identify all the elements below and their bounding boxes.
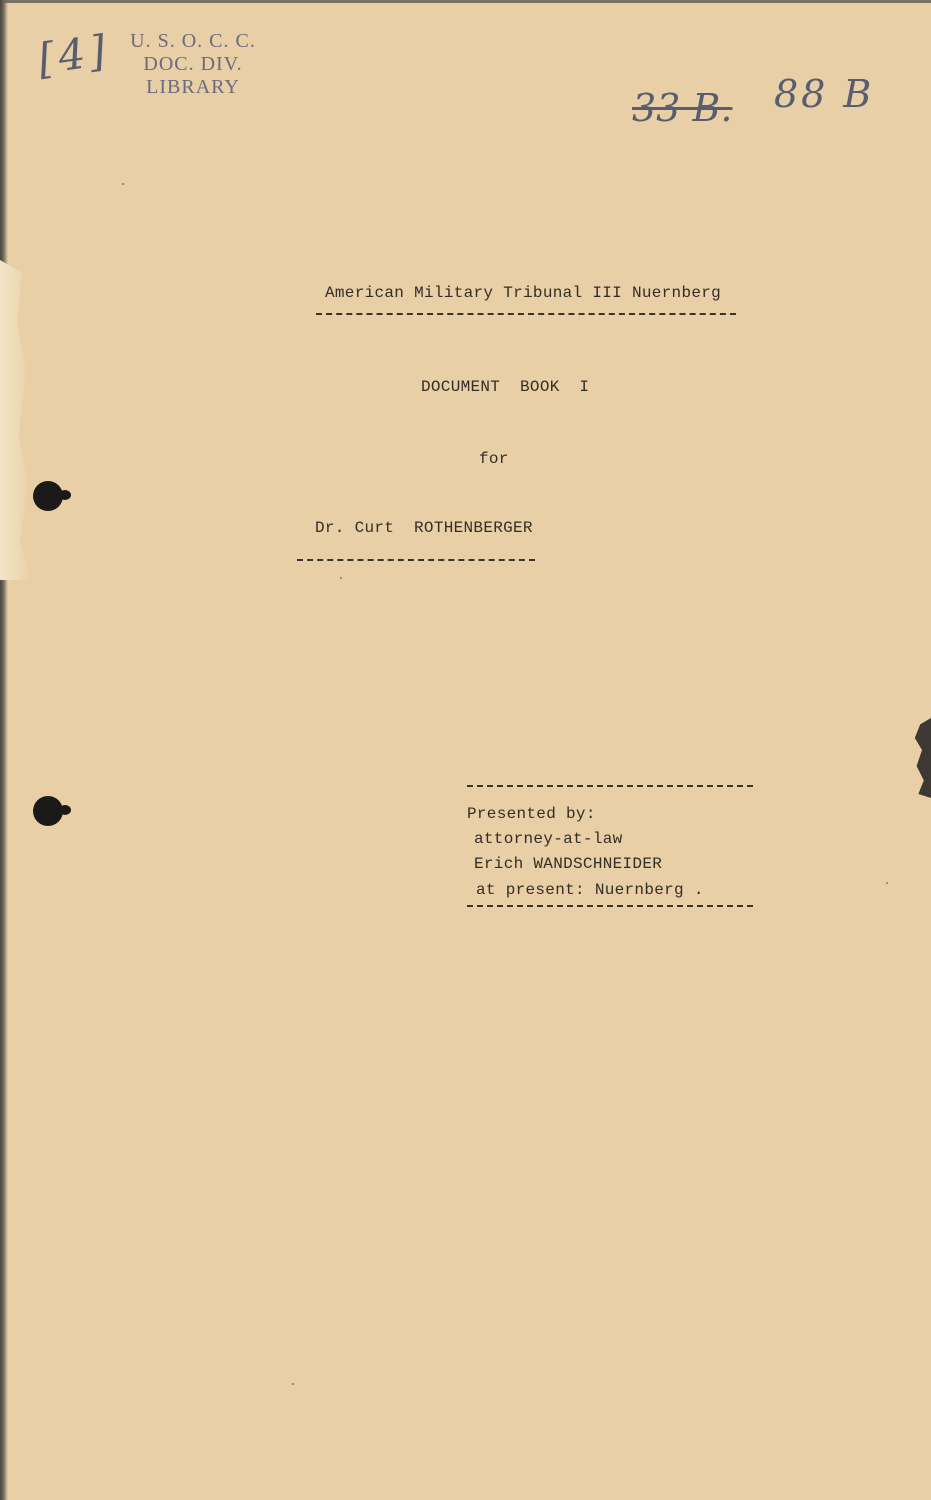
paper-torn-edge	[0, 260, 31, 580]
document-book-title: DOCUMENT BOOK I	[421, 378, 590, 396]
divider-below-presenter	[467, 905, 753, 907]
paper-speck	[340, 577, 342, 579]
defendant-name: Dr. Curt ROTHENBERGER	[315, 519, 533, 537]
stamp-line-3: LIBRARY	[146, 76, 240, 98]
paper-speck	[292, 1383, 294, 1385]
paper-left-edge	[0, 0, 8, 1500]
divider-under-heading	[316, 313, 736, 315]
paper-speck	[886, 882, 888, 884]
handwritten-bracket-mark: [4]	[34, 25, 113, 84]
paper-right-damage	[913, 718, 931, 798]
paper-top-edge	[0, 0, 931, 3]
divider-under-name	[297, 559, 535, 561]
divider-above-presenter	[467, 785, 753, 787]
library-stamp	[118, 30, 268, 99]
presenter-name: Erich WANDSCHNEIDER	[474, 855, 663, 873]
presenter-title: attorney-at-law	[474, 830, 623, 848]
paper-speck	[122, 183, 124, 185]
for-label: for	[479, 450, 509, 468]
tribunal-heading: American Military Tribunal III Nuernberg	[325, 284, 722, 302]
handwritten-new-number: 88 B	[774, 72, 875, 116]
handwritten-old-number: 33 B.	[632, 86, 733, 130]
punch-hole-top	[33, 481, 63, 511]
stamp-line-1: U. S. O. C. C.	[130, 30, 256, 52]
stamp-line-2: DOC. DIV.	[143, 53, 243, 75]
punch-hole-bottom	[33, 796, 63, 826]
presented-by-label: Presented by:	[467, 805, 596, 823]
presenter-location: at present: Nuernberg .	[476, 881, 704, 899]
